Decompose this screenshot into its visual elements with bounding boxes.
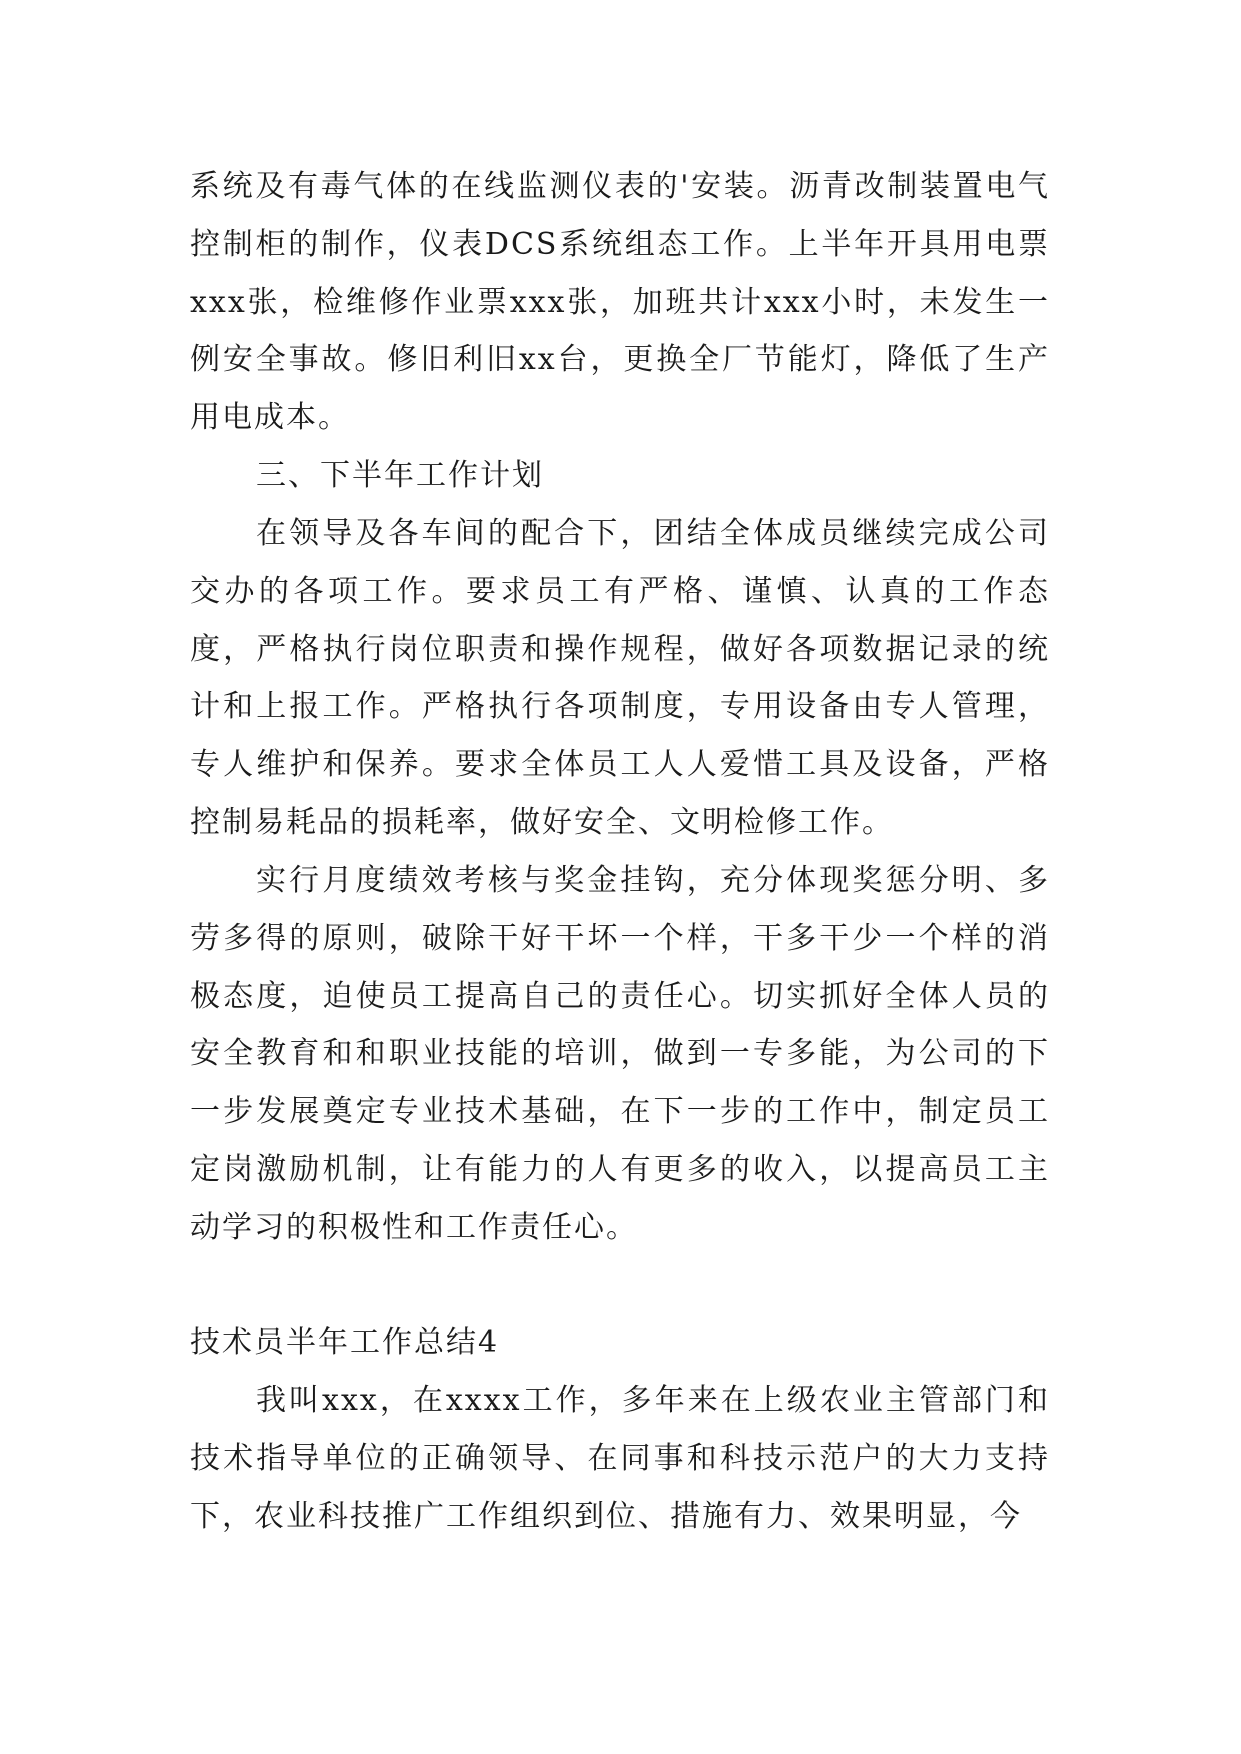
section-title: 技术员半年工作总结4: [190, 1325, 500, 1360]
paragraph-plan: 在领导及各车间的配合下，团结全体成员继续完成公司交办的各项工作。要求员工有严格、谨慎、认真的工作态度，严格执行岗位职责和操作规程，做好各项数据记录的统计和上报工作。严格执行各项制度，专用设备由专人管理，专人维护和保养。要求全体员工人人爱惜工具及设备，严格控制易耗品的损耗率，做好安全、文明检修工作。: [190, 516, 1050, 840]
paragraph-continued: 系统及有毒气体的在线监测仪表的'安装。沥青改制装置电气控制柜的制作，仪表DCS系统组态工作。上半年开具用电票xxx张，检维修作业票xxx张，加班共计xxx小时，未发生一例安全事故。修旧利旧xx台，更换全厂节能灯，降低了生产用电成本。: [190, 169, 1050, 436]
subheading-second-half-plan: 三、下半年工作计划: [256, 458, 544, 493]
paragraph-performance: 实行月度绩效考核与奖金挂钩，充分体现奖惩分明、多劳多得的原则，破除干好干坏一个样，干多干少一个样的消极态度，迫使员工提高自己的责任心。切实抓好全体人员的安全教育和和职业技能的培训，做到一专多能，为公司的下一步发展奠定专业技术基础，在下一步的工作中，制定员工定岗激励机制，让有能力的人有更多的收入，以提高员工主动学习的积极性和工作责任心。: [190, 863, 1050, 1245]
paragraph-intro: 我叫xxx，在xxxx工作，多年来在上级农业主管部门和技术指导单位的正确领导、在同事和科技示范户的大力支持下，农业科技推广工作组织到位、措施有力、效果明显，今: [190, 1383, 1050, 1534]
